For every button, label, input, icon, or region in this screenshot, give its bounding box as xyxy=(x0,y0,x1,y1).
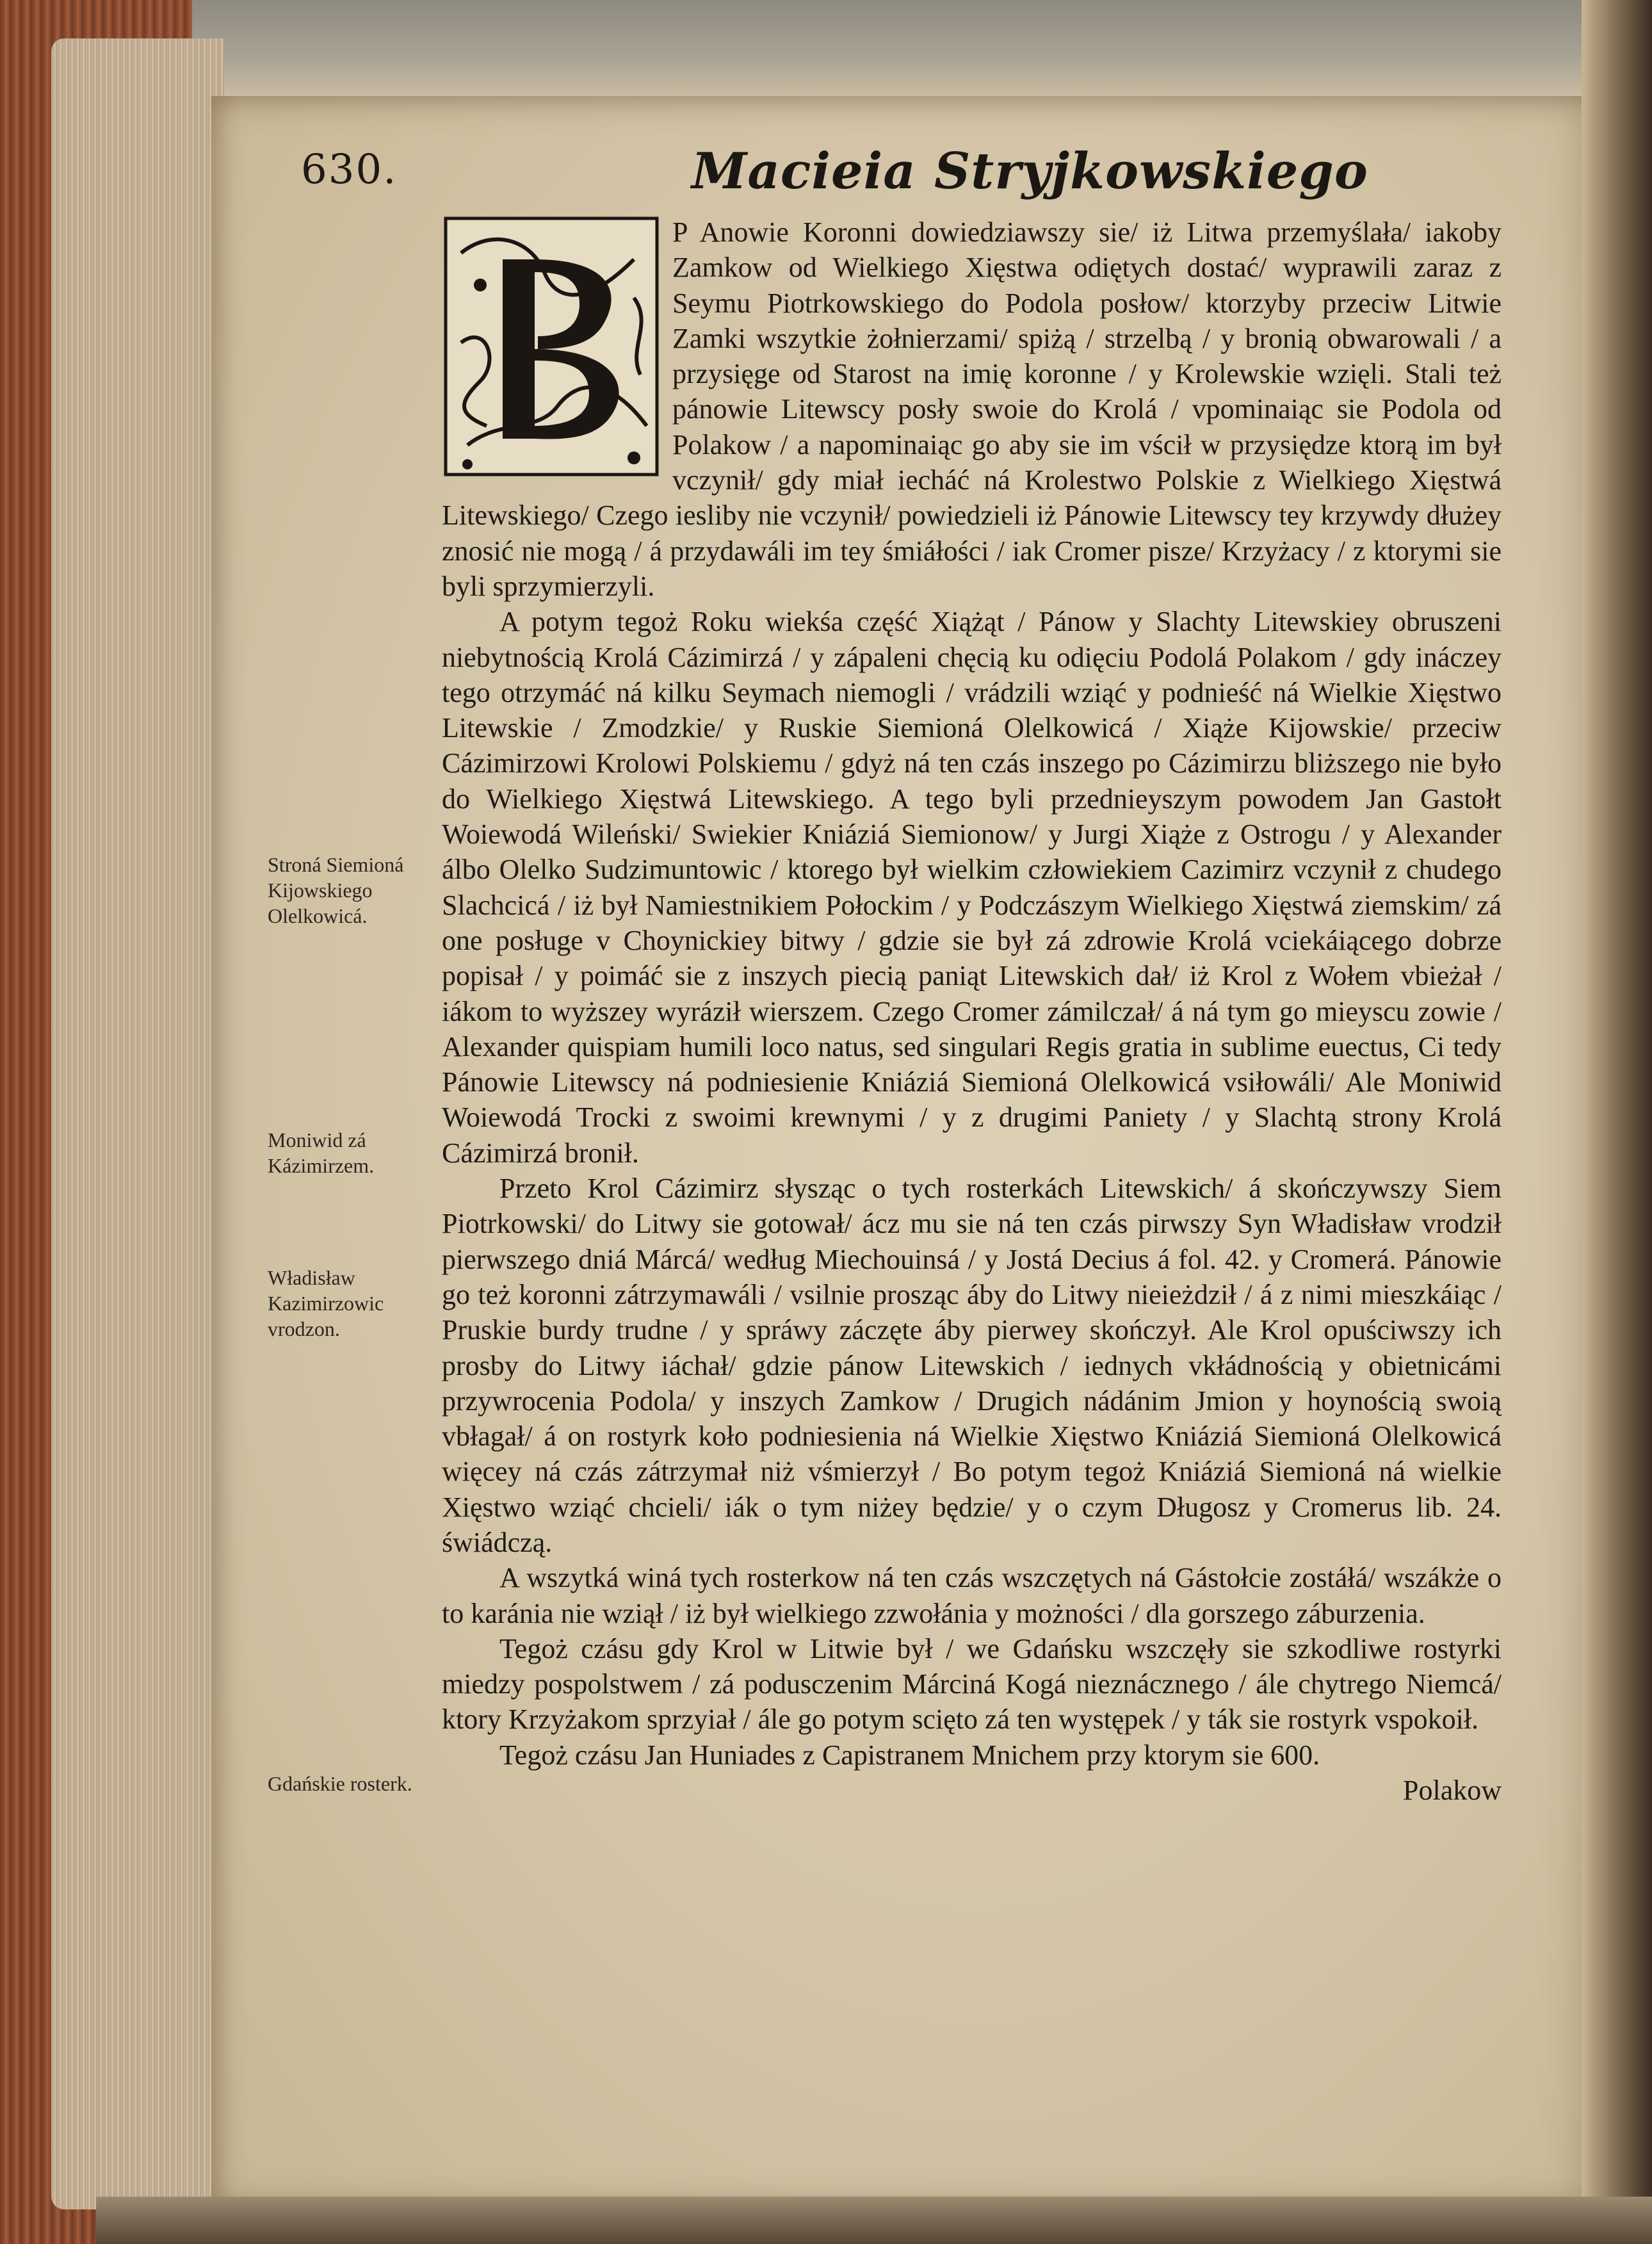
book-top-edge xyxy=(96,0,1652,96)
page-stack xyxy=(51,38,224,2209)
margin-note: Stroná Siemioná Kijowskiego Olelkowicá. xyxy=(268,853,404,927)
paragraph: Tegoż czásu gdy Krol w Litwie był / we Gdańsku wszczęły sie szkodliwe rostyrki miedzy pospolstwem / zá podusczenim Márciná Kogá nieznácznego / ále chytrego Niemcá/ ktory Krzyżakom sprzyiał / ále go potym scięto zá ten występek / y ták sie rostyrk vspokoił. xyxy=(442,1632,1502,1736)
margin-note: Władisław Kazimirzowic vrodzon. xyxy=(268,1266,384,1340)
book-gutter xyxy=(1582,0,1652,2244)
paragraph: A wszytká winá tych rosterkow ná ten czás wszczętych ná Gástołcie zostáłá/ wszákże o to karánia nie wziął / iż był wielkiego zzwołánia y możności / dla gorszego záburzenia. xyxy=(442,1562,1502,1629)
book-bottom-edge xyxy=(96,2197,1652,2244)
margin-note: Gdańskie rosterk. xyxy=(268,1772,412,1795)
ornamental-initial-icon xyxy=(442,215,672,484)
running-head: Macieia Stryjkowskiego xyxy=(692,142,1368,200)
paragraph: Przeto Krol Cázimirz słysząc o tych rosterkách Litewskich/ á skończywszy Siem Piotrkowski/ do Litwy sie gotował/ ácz mu sie ná ten czás pirwszy Syn Władisław vrodził pierwszego dniá Márcá/ według Miechouinsá / y Jostá Decius á fol. 42. y Cromerá. Pánowie go też koronni zátrzymawáli / vsilnie prosząc áby do Litwy nieieżdził / á z nimi mieszkáiąc / Pruskie burdy trudne / y spráwy záczęte áby pierwey skończył. Ale Krol opuściwszy ich prosby do Litwy iáchał/ gdzie pánow Litewskich / iednych vkłádnością y obietnicámi przywrocenia Podola/ y inszych Zamkow / Drugich nádánim Jmion y hoynością swoią vbłagał/ á on rostyrk koło podniesienia ná Wielkie Xięstwo Kniáziá Siemioná Olelkowicá więcey ná czás zátrzymał niż vśmierzył / Bo potym tegoż Kniáziá Siemioná ná wielkie Xięstwo wziąć chcieli/ iák o tym niżey będzie/ y o czym Długosz y Cromerus lib. 24. świádczą. xyxy=(442,1173,1502,1558)
catchword: Polakow xyxy=(1403,1775,1502,1807)
page-number: 630. xyxy=(301,146,398,193)
intro-paragraph: P Anowie Koronni dowiedziawszy sie/ iż Litwa przemyślała/ iakoby Zamkow od Wielkiego Xięstwa odiętych dostać/ wyprawili zaraz z Seymu Piotrkowskiego do Podola posłow/ ktorzyby przeciw Litwie Zamki wszytkie żołnierzami/ spiżą / strzelbą / y bronią obwarowali / a przysięge od Starost na imię koronne / y Krolewskie wzięli. Stali też pánowie Litewscy posły swoie do Krolá / vpominaiąc sie Podola od Polakow / a napominaiąc go aby sie im vścił w przysiędze ktorą im był vczynił/ gdy miał iecháć ná Krolestwo Polskie z Wielkiego Xięstwá Litewskiego/ Czego iesliby nie vczynił/ powiedzieli iż Pánowie Litewscy tey krzywdy dłużey znosić nie mogą / á przydawáli im tey śmiáłości / iak Cromer pisze/ Krzyżacy / z ktorymi sie byli sprzymierzyli. xyxy=(442,216,1502,602)
drop-cap-initial xyxy=(442,215,672,491)
paragraph: A potym tegoż Roku wiekśa część Xiążąt / Pánow y Slachty Litewskiey obruszeni niebytnością Krolá Cázimirzá / y zápaleni chęcią ku odięciu Podolá Polakom / gdy ináczey tego otrzymáć ná kilku Seymach niemogli / vrádzili wziąć y podnieść ná Wielkie Xięstwo Litewskie / Zmodzkie/ y Ruskie Siemioná Olelkowicá / Xiąże Kijowskie/ przeciw Cázimirzowi Krolowi Polskiemu / gdyż ná ten czás inszego po Cázimirzu bliższego nie było do Wielkiego Xięstwá Litewskiego. A tego byli przednieyszym powodem Jan Gastołt Woiewodá Wileński/ Swiekier Kniáziá Siemionow/ y Jurgi Xiąże z Ostrogu / y Alexander álbo Olelko Sudzimuntowic / ktorego był wielkim człowiekiem Cazimirz vczynił z chudego Slachcicá / iż był Namiestnikiem Połockim / y Podczászym Wielkiego Xięstwá ziemskim/ zá one posługe v Choynickiey bitwy / gdzie sie był zá zdrowie Krolá vciekáiącego dobrze popisał / y poimáć sie z inszych piecią paniąt Litewskich dał/ iż Krol z Wołem vbieżał / iákom to wyższey wyráził wierszem. Czego Cromer zámilczał/ á ná tym go mieyscu zowie / Alexander quispiam humili loco natus, sed singulari Regis gratia in sublime euectus, Ci tedy Pánowie Litewscy ná podniesienie Kniáziá Siemioná Olelkowicá vsiłowáli/ Ale Moniwid Woiewodá Trocki z swoimi krewnymi / y z drugimi Paniety / y Slachtą strony Krolá Cázimirzá bronił. xyxy=(442,606,1502,1169)
margin-note: Moniwid zá Kázimirzem. xyxy=(268,1128,375,1177)
main-text xyxy=(442,215,1502,1808)
paragraph: Tegoż czásu Jan Huniades z Capistranem Mnichem przy ktorym sie 600. xyxy=(499,1739,1320,1771)
